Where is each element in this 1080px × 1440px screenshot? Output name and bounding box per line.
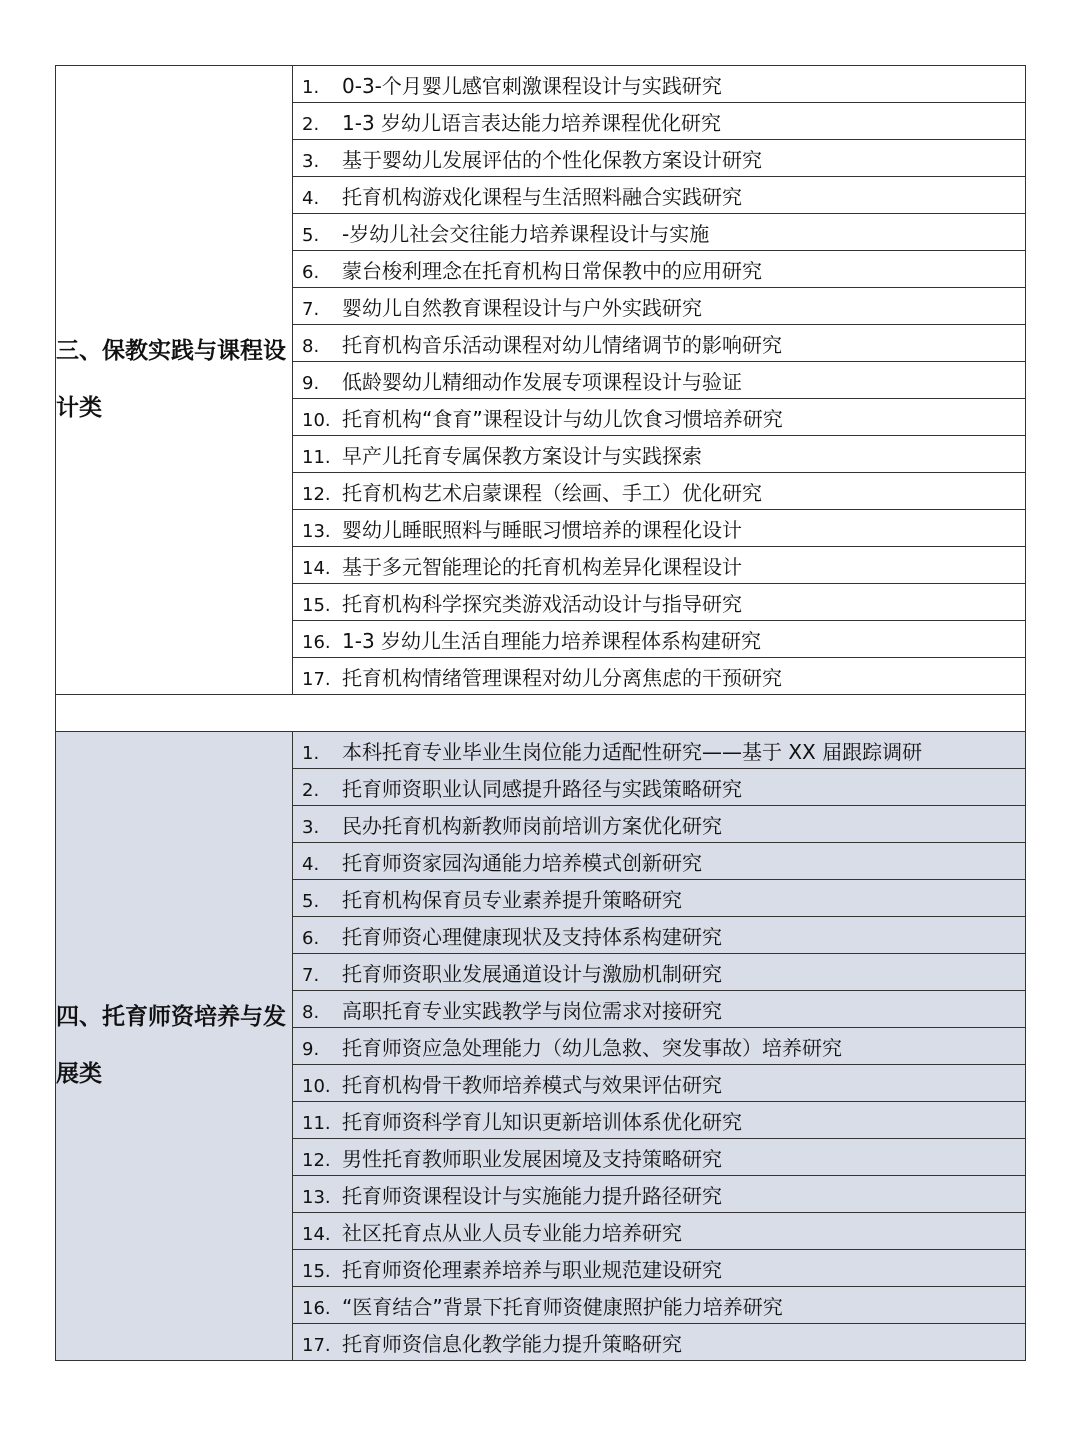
topic-text: 基于婴幼儿发展评估的个性化保教方案设计研究: [342, 147, 762, 172]
topic-text: 托育机构游戏化课程与生活照料融合实践研究: [342, 184, 742, 209]
topic-item: [293, 732, 1026, 769]
topic-item: [293, 843, 1026, 880]
topic-item: [293, 103, 1026, 140]
topic-number: 9.: [302, 372, 320, 394]
topic-text: 托育机构艺术启蒙课程（绘画、手工）优化研究: [342, 480, 762, 505]
topic-item: [293, 1139, 1026, 1176]
category-title: 四、托育师资培养与发展类: [56, 732, 293, 1361]
topic-text: 托育师资信息化教学能力提升策略研究: [342, 1331, 682, 1356]
topic-number: 8.: [302, 335, 320, 357]
topic-number: 3.: [302, 816, 320, 838]
section-childcare-curriculum: [56, 66, 1026, 695]
topic-number: 15.: [302, 594, 331, 616]
topic-number: 7.: [302, 964, 320, 986]
topic-item: [293, 991, 1026, 1028]
topic-text: 托育师资职业认同感提升路径与实践策略研究: [342, 776, 742, 801]
topic-text: 本科托育专业毕业生岗位能力适配性研究——基于 XX 届跟踪调研: [342, 739, 923, 764]
topic-number: 16.: [302, 631, 331, 653]
topic-item: [293, 1028, 1026, 1065]
topic-text: “医育结合”背景下托育师资健康照护能力培养研究: [342, 1294, 783, 1319]
topic-item: [293, 954, 1026, 991]
topic-number: 12.: [302, 1149, 331, 1171]
topic-text: 低龄婴幼儿精细动作发展专项课程设计与验证: [342, 369, 742, 394]
topic-item: [293, 1324, 1026, 1361]
topic-text: 托育机构保育员专业素养提升策略研究: [342, 887, 682, 912]
topic-text: 早产儿托育专属保教方案设计与实践探索: [342, 443, 702, 468]
topic-number: 15.: [302, 1260, 331, 1282]
topic-text: 高职托育专业实践教学与岗位需求对接研究: [342, 998, 722, 1023]
topic-item: [293, 251, 1026, 288]
topic-number: 2.: [302, 113, 320, 135]
topic-number: 9.: [302, 1038, 320, 1060]
topic-item: [293, 917, 1026, 954]
topic-number: 10.: [302, 1075, 331, 1097]
topic-text: 托育师资伦理素养培养与职业规范建设研究: [342, 1257, 722, 1282]
topic-text: 男性托育教师职业发展困境及支持策略研究: [342, 1146, 722, 1171]
topic-item: [293, 66, 1026, 103]
topic-text: 基于多元智能理论的托育机构差异化课程设计: [342, 554, 742, 579]
topic-text: 托育师资职业发展通道设计与激励机制研究: [342, 961, 722, 986]
topic-number: 8.: [302, 1001, 320, 1023]
topic-item: [293, 362, 1026, 399]
section-spacer: [56, 695, 1026, 732]
topic-number: 3.: [302, 150, 320, 172]
topic-text: 婴幼儿自然教育课程设计与户外实践研究: [342, 295, 702, 320]
topic-text: 托育师资家园沟通能力培养模式创新研究: [342, 850, 702, 875]
topic-text: 托育师资心理健康现状及支持体系构建研究: [342, 924, 722, 949]
topic-item: [293, 1102, 1026, 1139]
topic-item: [293, 436, 1026, 473]
topic-item: [293, 177, 1026, 214]
topic-number: 13.: [302, 520, 331, 542]
topic-number: 10.: [302, 409, 331, 431]
topic-text: 托育师资课程设计与实施能力提升路径研究: [342, 1183, 722, 1208]
research-topic-table: [55, 65, 1026, 1361]
category-title: 三、保教实践与课程设计类: [56, 66, 293, 695]
topic-text: 民办托育机构新教师岗前培训方案优化研究: [342, 813, 722, 838]
topic-number: 12.: [302, 483, 331, 505]
topic-number: 5.: [302, 224, 320, 246]
topic-item: [293, 621, 1026, 658]
topic-item: [293, 510, 1026, 547]
topic-item: [293, 1176, 1026, 1213]
topic-text: 托育机构“食育”课程设计与幼儿饮食习惯培养研究: [342, 406, 783, 431]
topic-number: 17.: [302, 668, 331, 690]
section-teacher-development: [56, 732, 1026, 1361]
topic-number: 1.: [302, 742, 320, 764]
table-row: [56, 732, 1026, 769]
topic-text: -岁幼儿社会交往能力培养课程设计与实施: [342, 221, 710, 246]
topic-number: 4.: [302, 853, 320, 875]
topic-number: 5.: [302, 890, 320, 912]
topic-item: [293, 1065, 1026, 1102]
topic-text: 托育师资应急处理能力（幼儿急救、突发事故）培养研究: [342, 1035, 842, 1060]
topic-number: 6.: [302, 261, 320, 283]
topic-item: [293, 399, 1026, 436]
topic-item: [293, 769, 1026, 806]
topic-number: 14.: [302, 557, 331, 579]
topic-item: [293, 288, 1026, 325]
topic-number: 11.: [302, 446, 331, 468]
topic-number: 14.: [302, 1223, 331, 1245]
topic-number: 17.: [302, 1334, 331, 1356]
topic-text: 1-3 岁幼儿语言表达能力培养课程优化研究: [342, 110, 722, 135]
topic-text: 婴幼儿睡眠照料与睡眠习惯培养的课程化设计: [342, 517, 742, 542]
topic-item: [293, 584, 1026, 621]
topic-number: 4.: [302, 187, 320, 209]
topic-text: 0-3-个月婴儿感官刺激课程设计与实践研究: [342, 73, 722, 98]
topic-item: [293, 806, 1026, 843]
topic-number: 1.: [302, 76, 320, 98]
topic-item: [293, 214, 1026, 251]
topic-text: 托育机构情绪管理课程对幼儿分离焦虑的干预研究: [342, 665, 782, 690]
topic-text: 蒙台梭利理念在托育机构日常保教中的应用研究: [342, 258, 762, 283]
topic-number: 13.: [302, 1186, 331, 1208]
topic-text: 社区托育点从业人员专业能力培养研究: [342, 1220, 682, 1245]
topic-item: [293, 473, 1026, 510]
topic-number: 6.: [302, 927, 320, 949]
topic-item: [293, 140, 1026, 177]
topic-number: 11.: [302, 1112, 331, 1134]
topic-text: 1-3 岁幼儿生活自理能力培养课程体系构建研究: [342, 628, 762, 653]
topic-item: [293, 1287, 1026, 1324]
topic-number: 7.: [302, 298, 320, 320]
topic-text: 托育机构骨干教师培养模式与效果评估研究: [342, 1072, 722, 1097]
topic-item: [293, 880, 1026, 917]
topic-text: 托育机构科学探究类游戏活动设计与指导研究: [342, 591, 742, 616]
topic-item: [293, 547, 1026, 584]
topic-text: 托育师资科学育儿知识更新培训体系优化研究: [342, 1109, 742, 1134]
topic-item: [293, 658, 1026, 695]
spacer-row: [56, 695, 1026, 732]
topic-item: [293, 325, 1026, 362]
table-row: [56, 66, 1026, 103]
topic-item: [293, 1250, 1026, 1287]
topic-number: 16.: [302, 1297, 331, 1319]
topic-item: [293, 1213, 1026, 1250]
topic-text: 托育机构音乐活动课程对幼儿情绪调节的影响研究: [342, 332, 782, 357]
topic-number: 2.: [302, 779, 320, 801]
